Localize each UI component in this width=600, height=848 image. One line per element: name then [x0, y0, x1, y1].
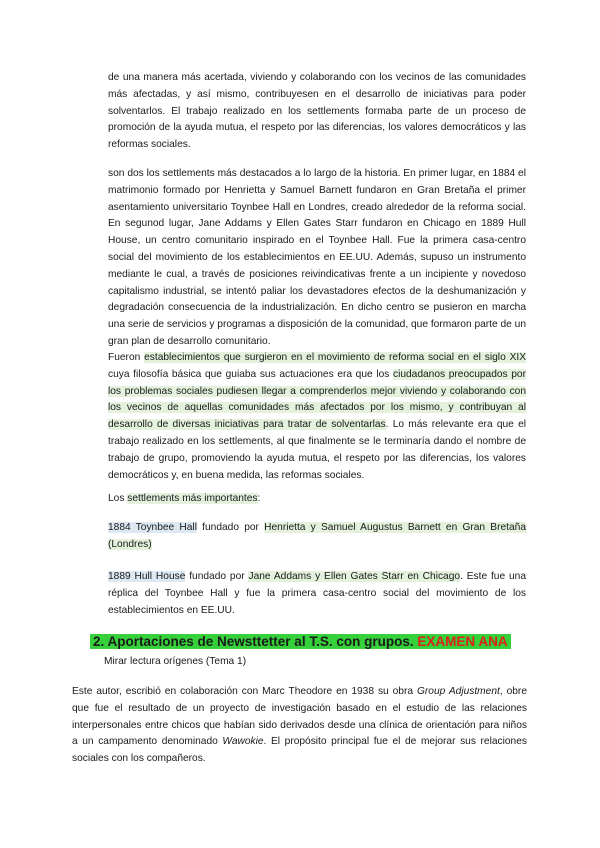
text-segment: . El propósito principal fue el de mejorar sus relaciones sociales con los compañeros.	[72, 736, 527, 765]
highlight-green: ciudadanos preocupados por los problemas sociales pudiesen llegar a comprenderlos mejor viviendo y colaborando con los vecinos de aquellas comunidades más afectados por los mismo, y contribuyan al desarrollo de diversas iniciativas para tratar de solventarlas	[108, 368, 526, 431]
text-segment: Fueron	[108, 352, 145, 363]
text-segment: fundado por	[196, 522, 265, 533]
section-heading	[90, 632, 511, 651]
book-title: Group Adjustment	[416, 686, 500, 697]
text-segment: Los	[108, 493, 128, 504]
paragraph-settlements-history: son dos los settlements más destacados a lo largo de la historia. En primer lugar, en 1884 el matrimonio formado por Henrietta y Samuel Barnett fundaron en Gran Bretaña el primer asentamiento universitario Toynbee Hall en Londres, creado alrededor de la reforma social. En segunod lugar, Jane Addams y Ellen Gates Starr fundaron en Chicago en 1889 Hull House, un centro comunitario inspirado en el Toynbee Hall. Fue la primera casa-centro social del movimiento de los establecimientos en EE.UU. Además, supuso un instrumento mediante le cual, a través de posiciones reivindicativas frente a un incipiente y novedoso capitalismo industrial, se intentó paliar los devastadores efectos de la deshumanización y degradación consecuencia de la industrialización. En dicho centro se pusieron en marcha una serie de servicios y programas a disposición de la comunidad, que formaron parte de un gran plan de desarrollo comunitario.	[108, 168, 526, 347]
heading-title: Aportaciones de Newsttetter al T.S. con grupos.	[107, 634, 414, 649]
text-segment: Este autor, escribió en colaboración con Marc Theodore en 1938 su obra	[72, 686, 417, 697]
text-segment: :	[257, 493, 261, 504]
heading-highlight	[90, 634, 511, 649]
paragraph-hull-house	[108, 569, 526, 619]
highlight-blue: 1889 Hull House	[108, 571, 186, 582]
camp-name: Wawokie	[222, 736, 264, 748]
paragraph-settlements-definition	[108, 350, 526, 484]
text-segment: cuya filosofía básica que guiaba sus actuaciones era que los	[108, 368, 393, 380]
highlight-green: Henrietta y Samuel Augustus Barnett en Gran Bretaña (Londres)	[108, 522, 526, 550]
reading-note: Mirar lectura orígenes (Tema 1)	[104, 656, 247, 667]
paragraph-toynbee-hall	[108, 520, 526, 554]
text-segment: , obre que fue el resultado de un proyecto de investigación basado en el estudio de las relaciones interpersonales entre chicos que habían sido derivados desde una clínica de orientación para niños a un campamento denominado	[72, 686, 527, 748]
exam-label: EXAMEN ANA	[417, 634, 508, 649]
paragraph-settlements-intro: de una manera más acertada, viviendo y colaborando con los vecinos de las comunidades más afectadas, y así mismo, contribuyesen en el desarrollo de iniciativas para poder solventarlos. El trabajo realizado en los settlements formaba parte de un proceso de promoción de la ayuda mutua, el respeto por las diferencias, los valores democráticos y las reformas sociales.	[108, 72, 526, 151]
text-segment: fundado por	[185, 571, 249, 582]
paragraph-important-settlements	[108, 491, 526, 508]
heading-number: 2.	[93, 634, 105, 649]
highlight-blue: 1884 Toynbee Hall	[108, 522, 197, 533]
highlight-green: Jane Addams y Ellen Gates Starr en Chicago	[248, 571, 461, 582]
text-segment: . Este fue una réplica del Toynbee Hall y fue la primera casa-centro social del movimiento de los establecimientos en EE.UU.	[108, 571, 526, 616]
highlight-green: establecimientos que surgieron en el movimiento de reforma social en el siglo XIX	[144, 352, 526, 363]
paragraph-newstetter	[72, 684, 527, 768]
text-segment: . Lo más relevante era que el trabajo realizado en los settlements, al que finalmente se le terminaría dando el nombre de trabajo de grupo, promoviendo la ayuda mutua, el respeto por las diferencias, los valores democráticos y, en buena medida, las reformas sociales.	[108, 419, 526, 481]
highlight-green: settlements más importantes	[127, 493, 258, 504]
